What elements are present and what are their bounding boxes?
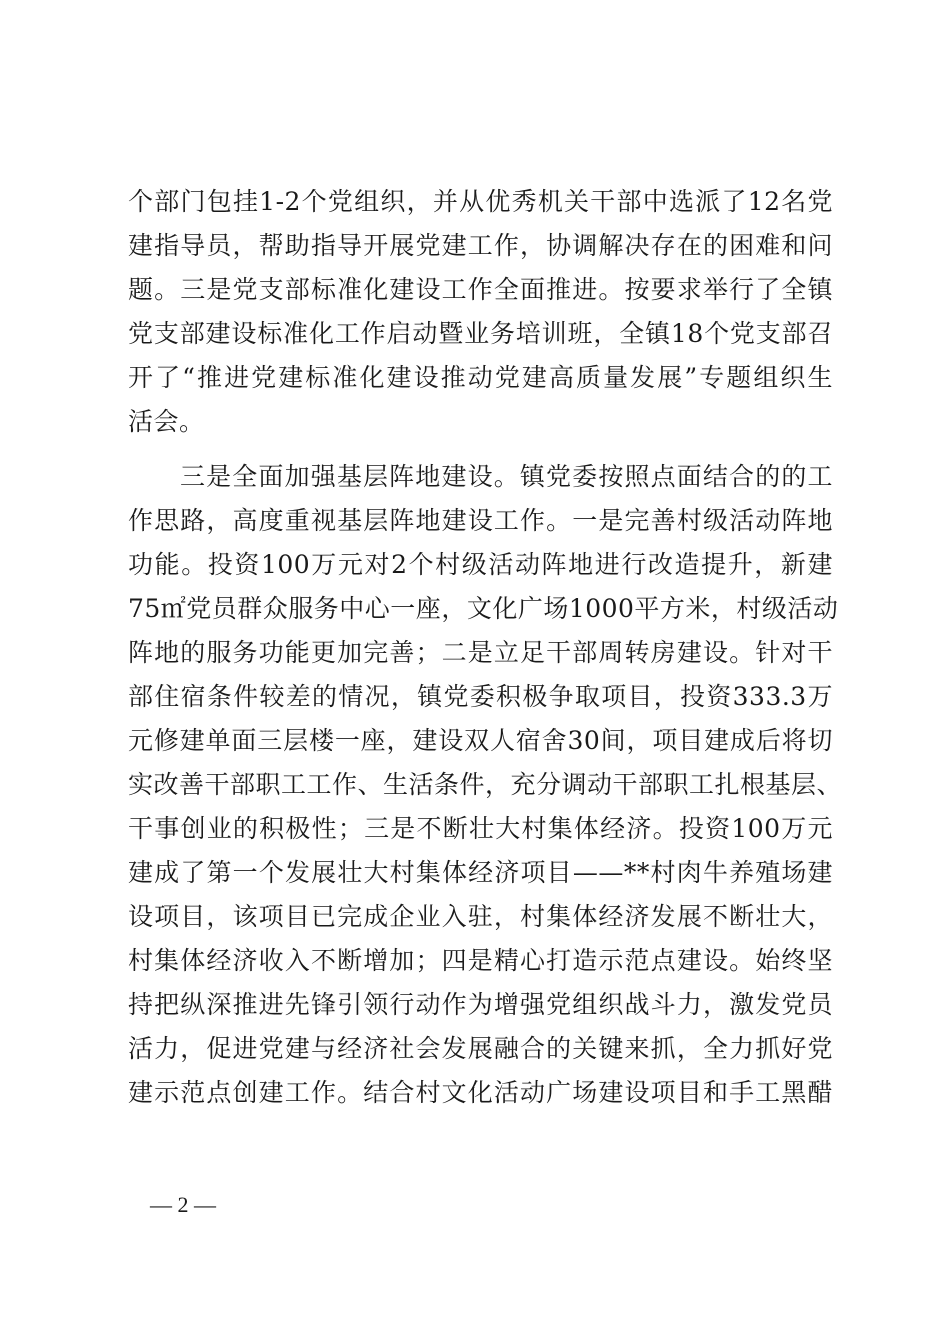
text-line: 活力，促进党建与经济社会发展融合的关键来抓，全力抓好党 — [128, 1034, 833, 1063]
paragraph-first-line: 三是全面加强基层阵地建设。镇党委按照点面结合的的工 — [180, 462, 833, 491]
page-number: — 2 — — [150, 1192, 216, 1217]
text-line: 个部门包挂1-2个党组织，并从优秀机关干部中选派了12名党 — [128, 187, 833, 216]
text-line: 党支部建设标准化工作启动暨业务培训班，全镇18个党支部召 — [128, 319, 833, 348]
text-line: 75㎡党员群众服务中心一座，文化广场1000平方米，村级活动 — [128, 594, 839, 623]
text-line: 功能。投资100万元对2个村级活动阵地进行改造提升，新建 — [128, 550, 833, 579]
text-line: 元修建单面三层楼一座，建设双人宿舍30间，项目建成后将切 — [128, 726, 833, 755]
text-line: 阵地的服务功能更加完善；二是立足干部周转房建设。针对干 — [128, 638, 833, 667]
text-line: 活会。 — [128, 407, 205, 436]
text-line: 持把纵深推进先锋引领行动作为增强党组织战斗力，激发党员 — [128, 990, 833, 1019]
text-line: 题。三是党支部标准化建设工作全面推进。按要求举行了全镇 — [128, 275, 833, 304]
text-line: 建成了第一个发展壮大村集体经济项目——**村肉牛养殖场建 — [128, 858, 833, 887]
text-line: 建指导员，帮助指导开展党建工作，协调解决存在的困难和问 — [128, 231, 833, 260]
text-line: 作思路，高度重视基层阵地建设工作。一是完善村级活动阵地 — [128, 506, 833, 535]
text-line: 开了“推进党建标准化建设推动党建高质量发展”专题组织生 — [128, 363, 833, 392]
text-line: 实改善干部职工工作、生活条件，充分调动干部职工扎根基层、 — [128, 770, 843, 799]
text-line: 建示范点创建工作。结合村文化活动广场建设项目和手工黑醋 — [128, 1078, 833, 1107]
text-line: 干事创业的积极性；三是不断壮大村集体经济。投资100万元 — [128, 814, 833, 843]
text-line: 设项目，该项目已完成企业入驻，村集体经济发展不断壮大， — [128, 902, 833, 931]
text-line: 村集体经济收入不断增加；四是精心打造示范点建设。始终坚 — [128, 946, 833, 975]
text-line: 部住宿条件较差的情况，镇党委积极争取项目，投资333.3万 — [128, 682, 833, 711]
